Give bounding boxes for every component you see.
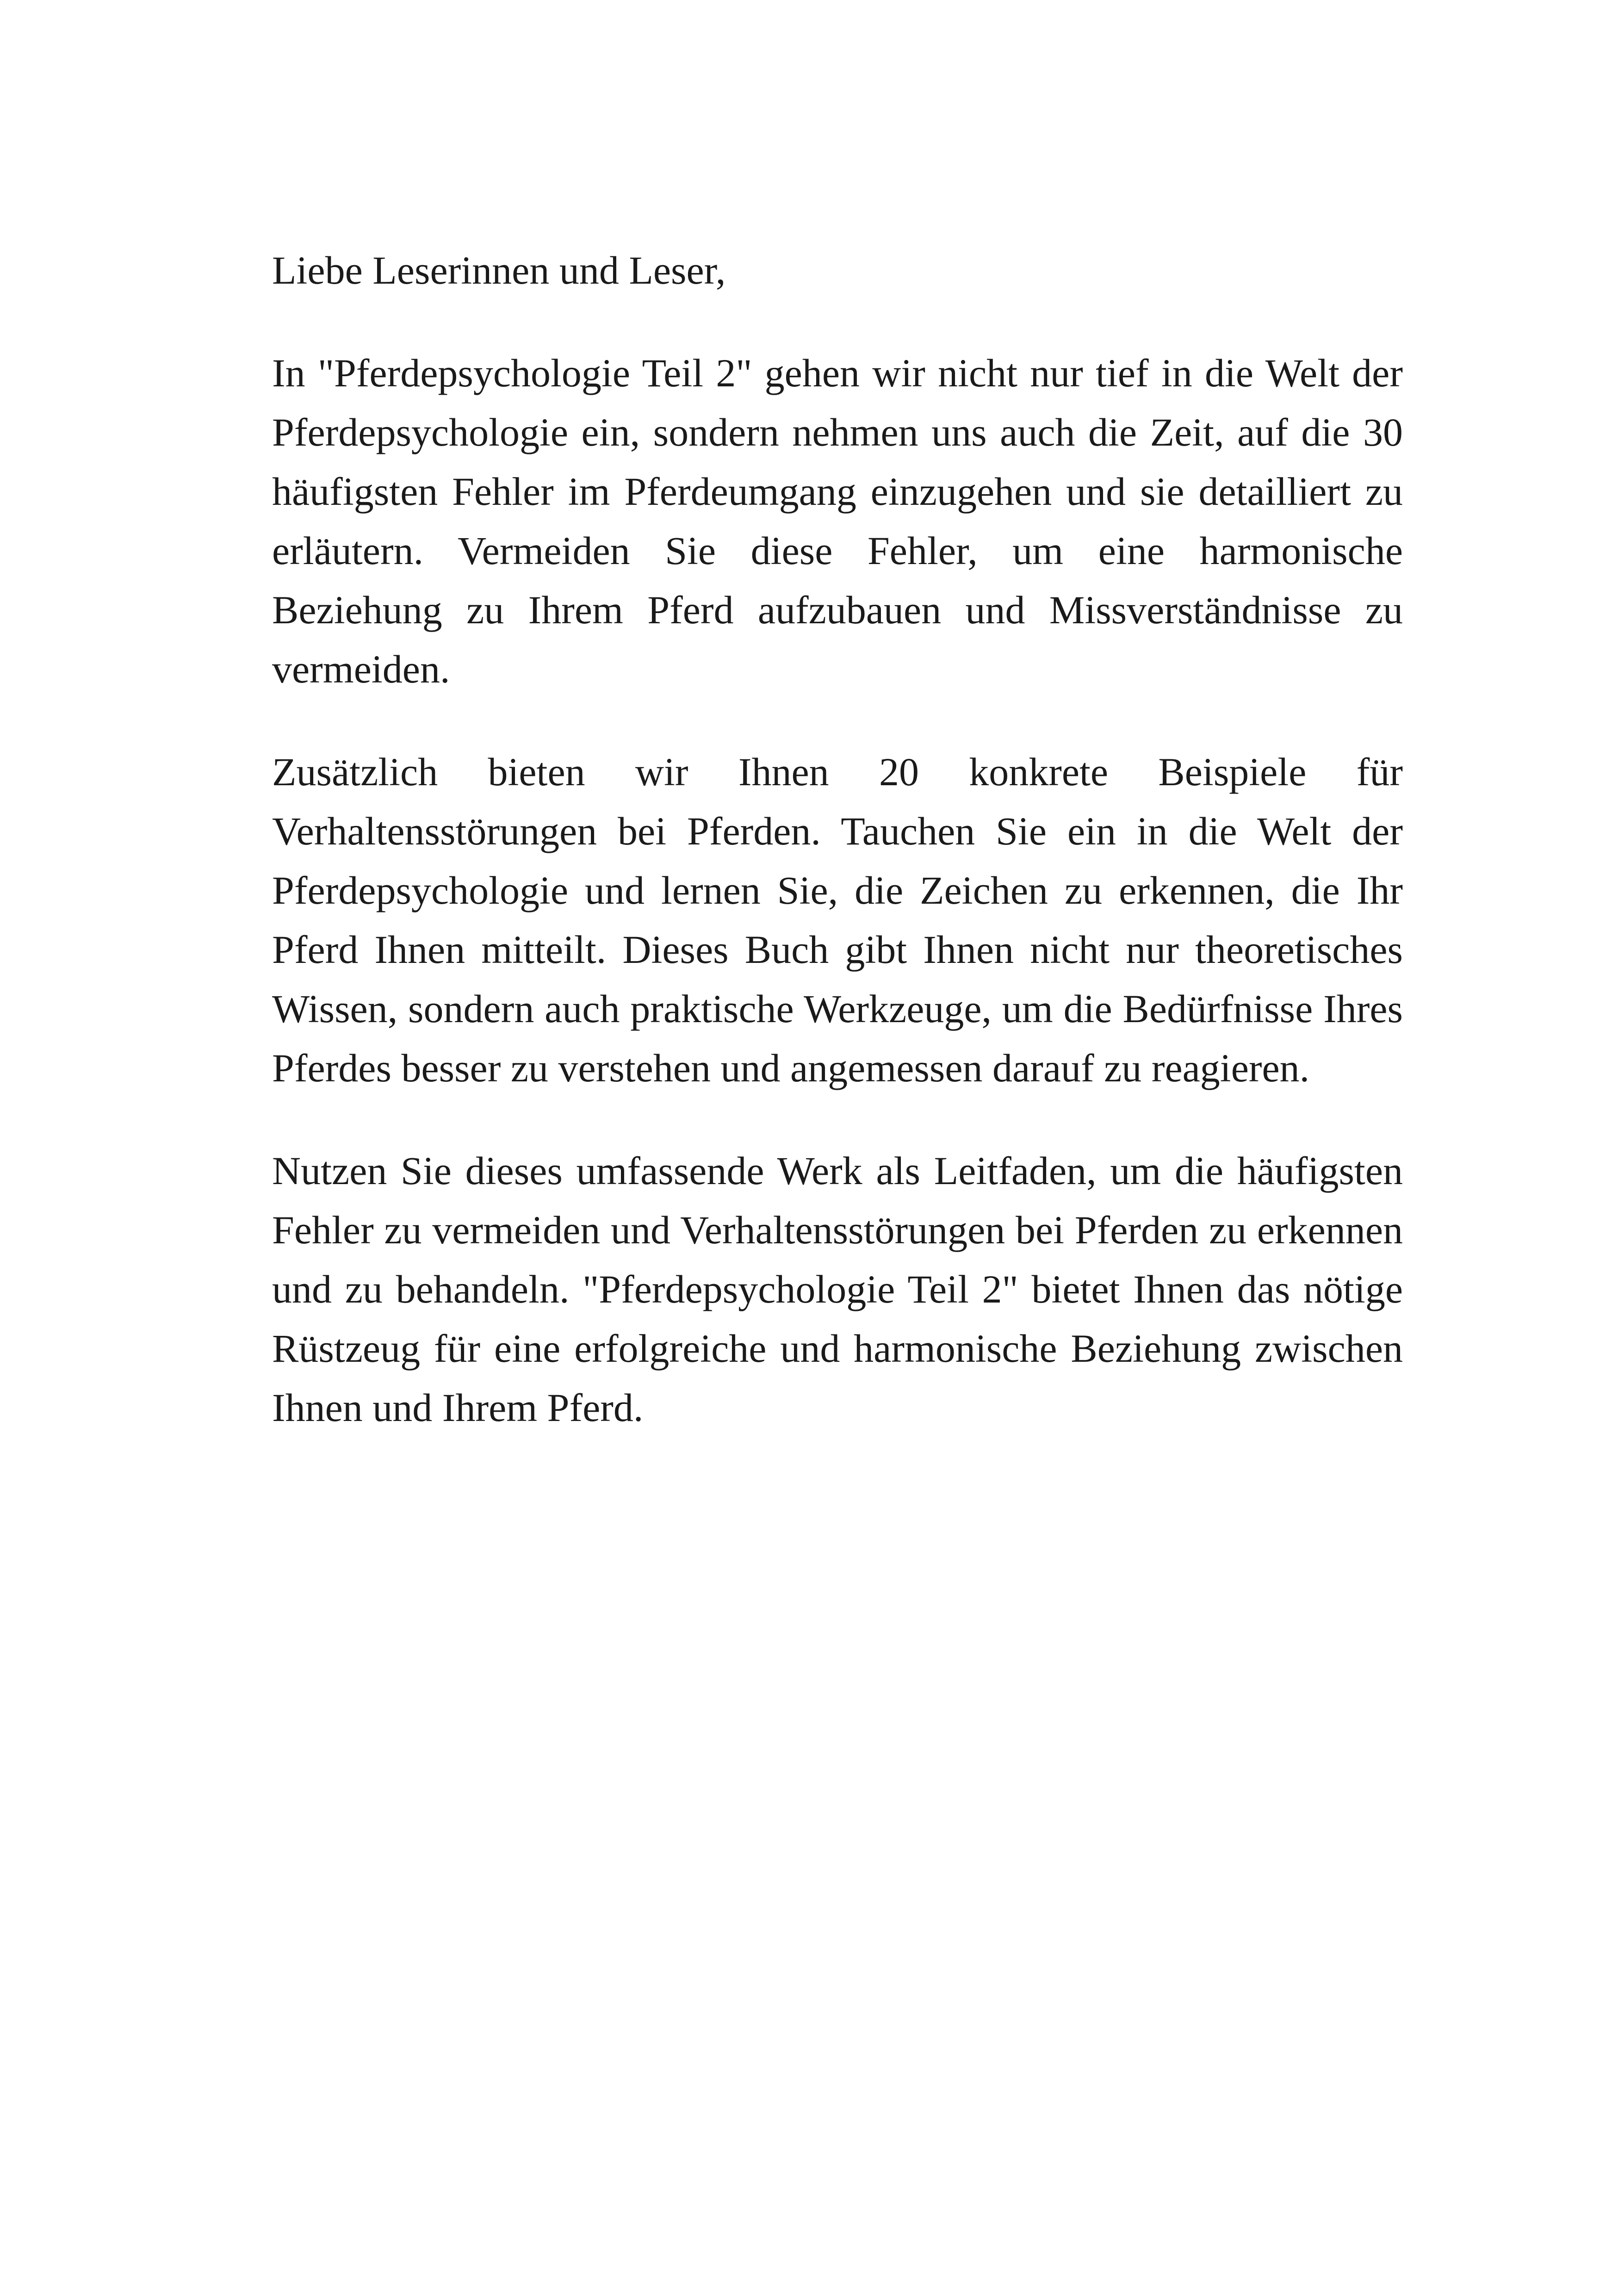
paragraph-examples: Zusätzlich bieten wir Ihnen 20 konkrete Beispiele für Verhaltensstörungen bei Pferden. Tauchen Sie ein in die Welt der Pferdepsychologie und lernen Sie, die Zeichen zu erkennen, die Ihr Pferd Ihnen mitteilt. Dieses Buch gibt Ihnen nicht nur theoretisches Wissen, sondern auch praktische Werkzeuge, um die Bedürfnisse Ihres Pferdes besser zu verstehen und angemessen darauf zu reagieren. [272,750,1403,1090]
paragraph-intro: In "Pferdepsychologie Teil 2" gehen wir nicht nur tief in die Welt der Pferdepsychologie ein, sondern nehmen uns auch die Zeit, auf die 30 häufigsten Fehler im Pferdeumgang einzugehen und sie detailliert zu erläutern. Vermeiden Sie diese Fehler, um eine harmonische Beziehung zu Ihrem Pferd aufzubauen und Missverständnisse zu vermeiden. [272,351,1403,691]
salutation: Liebe Leserinnen und Leser, [272,248,726,292]
paragraph-conclusion: Nutzen Sie dieses umfassende Werk als Leitfaden, um die häufigsten Fehler zu vermeiden und Verhaltensstörungen bei Pferden zu erkennen und zu behandeln. "Pferdepsychologie Teil 2" bietet Ihnen das nötige Rüstzeug für eine erfolgreiche und harmonische Beziehung zwischen Ihnen und Ihrem Pferd. [272,1148,1403,1430]
document-body [272,241,1403,1481]
